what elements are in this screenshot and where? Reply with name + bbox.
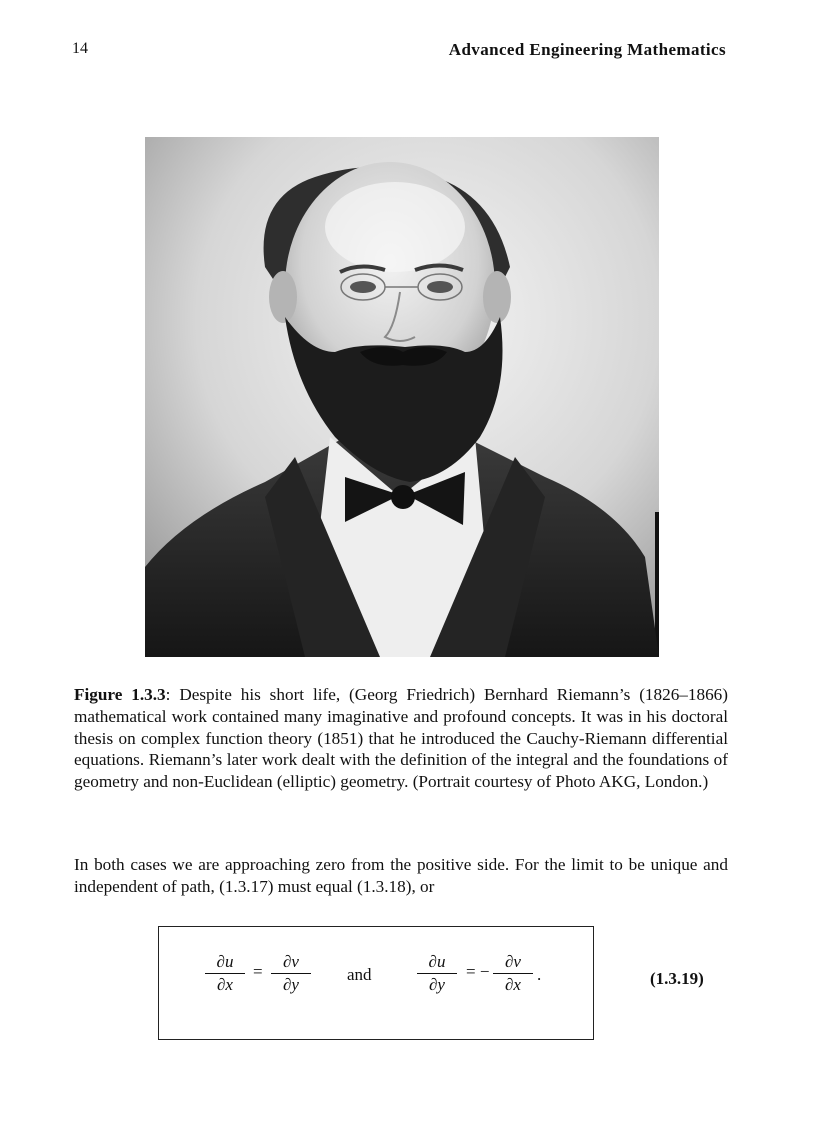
denominator: ∂x [505, 975, 521, 994]
figure-caption-text: : Despite his short life, (Georg Friedrich) Bernhard Riemann’s (1826–1866) mathematical work contained many imaginative and profound concepts. It was in his doctoral thesis on complex function theory (1851) that he introduced the Cauchy-Riemann differential equations. Riemann’s later work dealt with the definition of the integral and the foundations of geometry and non-Euclidean (elliptic) geometry. (Portrait courtesy of Photo AKG, London.) [74, 685, 728, 792]
numerator: ∂u [216, 952, 234, 971]
equation-box [158, 926, 594, 1040]
fraction-dv-dy [267, 951, 315, 996]
body-paragraph: In both cases we are approaching zero from the positive side. For the limit to be unique and independent of path, (1.3.17) must equal (1.3.18), or [74, 855, 728, 896]
fraction-dv-dx [489, 951, 537, 996]
fraction-du-dx [201, 951, 249, 996]
connector-and: and [347, 965, 372, 984]
page-header [72, 40, 726, 64]
figure-caption [74, 684, 728, 793]
equals-sign: = [253, 962, 263, 981]
page-number: 14 [72, 40, 88, 57]
numerator: ∂u [428, 952, 446, 971]
equation-number: (1.3.19) [650, 969, 704, 988]
numerator: ∂v [505, 952, 521, 971]
figure-label: Figure 1.3.3 [74, 685, 166, 704]
equation-period: . [537, 965, 542, 984]
fraction-du-dy [413, 951, 461, 996]
equals-negative-sign: = − [466, 962, 490, 981]
running-title: Advanced Engineering Mathematics [448, 40, 726, 59]
denominator: ∂y [283, 975, 299, 994]
riemann-portrait [145, 137, 659, 657]
denominator: ∂x [217, 975, 233, 994]
denominator: ∂y [429, 975, 445, 994]
numerator: ∂v [283, 952, 299, 971]
